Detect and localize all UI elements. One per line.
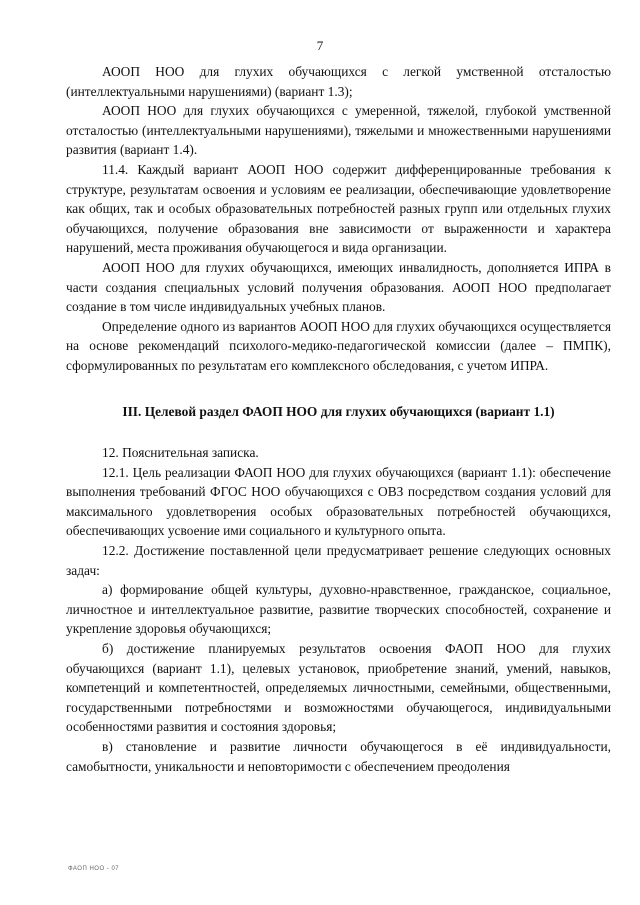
section-heading: III. Целевой раздел ФАОП НОО для глухих обучающихся (вариант 1.1) [122, 403, 555, 419]
paragraph: 12.2. Достижение поставленной цели предусматривает решение следующих основных задач: [66, 543, 611, 578]
paragraph: 11.4. Каждый вариант АООП НОО содержит дифференцированные требования к структуре, результатам освоения и условиям ее реализации, обеспечивающие удовлетворение как общих, так и особых образовательных потребностей разных групп или отдельных глухих обучающихся, получение образования вне зависимости от выраженности и характера нарушений, места проживания обучающегося и вида организации. [66, 161, 611, 256]
paragraph: АООП НОО для глухих обучающихся, имеющих инвалидность, дополняется ИПРА в части создания специальных условий получения образования. АООП НОО предполагает создание в том числе индивидуальных учебных планов. [66, 259, 611, 315]
footer-code: ФАОП НОО - 07 [68, 866, 120, 872]
paragraph: 12.1. Цель реализации ФАОП НОО для глухих обучающихся (вариант 1.1): обеспечение выполнения требований ФГОС НОО обучающихся с ОВЗ посредством создания условий для максимального удовлетворения особых образовательных потребностей обучающихся, обеспечивающих усвоение ими социального и культурного опыта. [66, 464, 611, 539]
document-body [66, 62, 611, 776]
paragraph: 12. Пояснительная записка. [102, 445, 259, 461]
list-item: б) достижение планируемых результатов освоения ФАОП НОО для глухих обучающихся (вариант 1.1), целевых установок, приобретение знаний, умений, навыков, компетенций и компетентностей, определяемых личностными, семейными, общественными, государственными потребностями и возможностями обучающегося, индивидуальными особенностями развития и состояния здоровья; [66, 641, 611, 735]
paragraph: АООП НОО для глухих обучающихся с умеренной, тяжелой, глубокой умственной отсталостью (интеллектуальными нарушениями), тяжелыми и множественными нарушениями развития (вариант 1.4). [66, 103, 611, 158]
list-item: а) формирование общей культуры, духовно-нравственное, гражданское, социальное, личностное и интеллектуальное развитие, развитие творческих способностей, сохранение и укрепление здоровья обучающихся; [66, 582, 611, 637]
paragraph: АООП НОО для глухих обучающихся с легкой умственной отсталостью (интеллектуальными нарушениями) (вариант 1.3); [66, 64, 611, 99]
list-item: в) становление и развитие личности обучающегося в её индивидуальности, самобытности, уникальности и неповторимости с обеспечением преодоления [66, 739, 611, 774]
page-number: 7 [316, 38, 324, 53]
paragraph: Определение одного из вариантов АООП НОО для глухих обучающихся осуществляется на основе рекомендаций психолого-медико-педагогической комиссии (далее – ПМПК), сформулированных по результатам его комплексного обследования, с учетом ИПРА. [66, 318, 611, 373]
